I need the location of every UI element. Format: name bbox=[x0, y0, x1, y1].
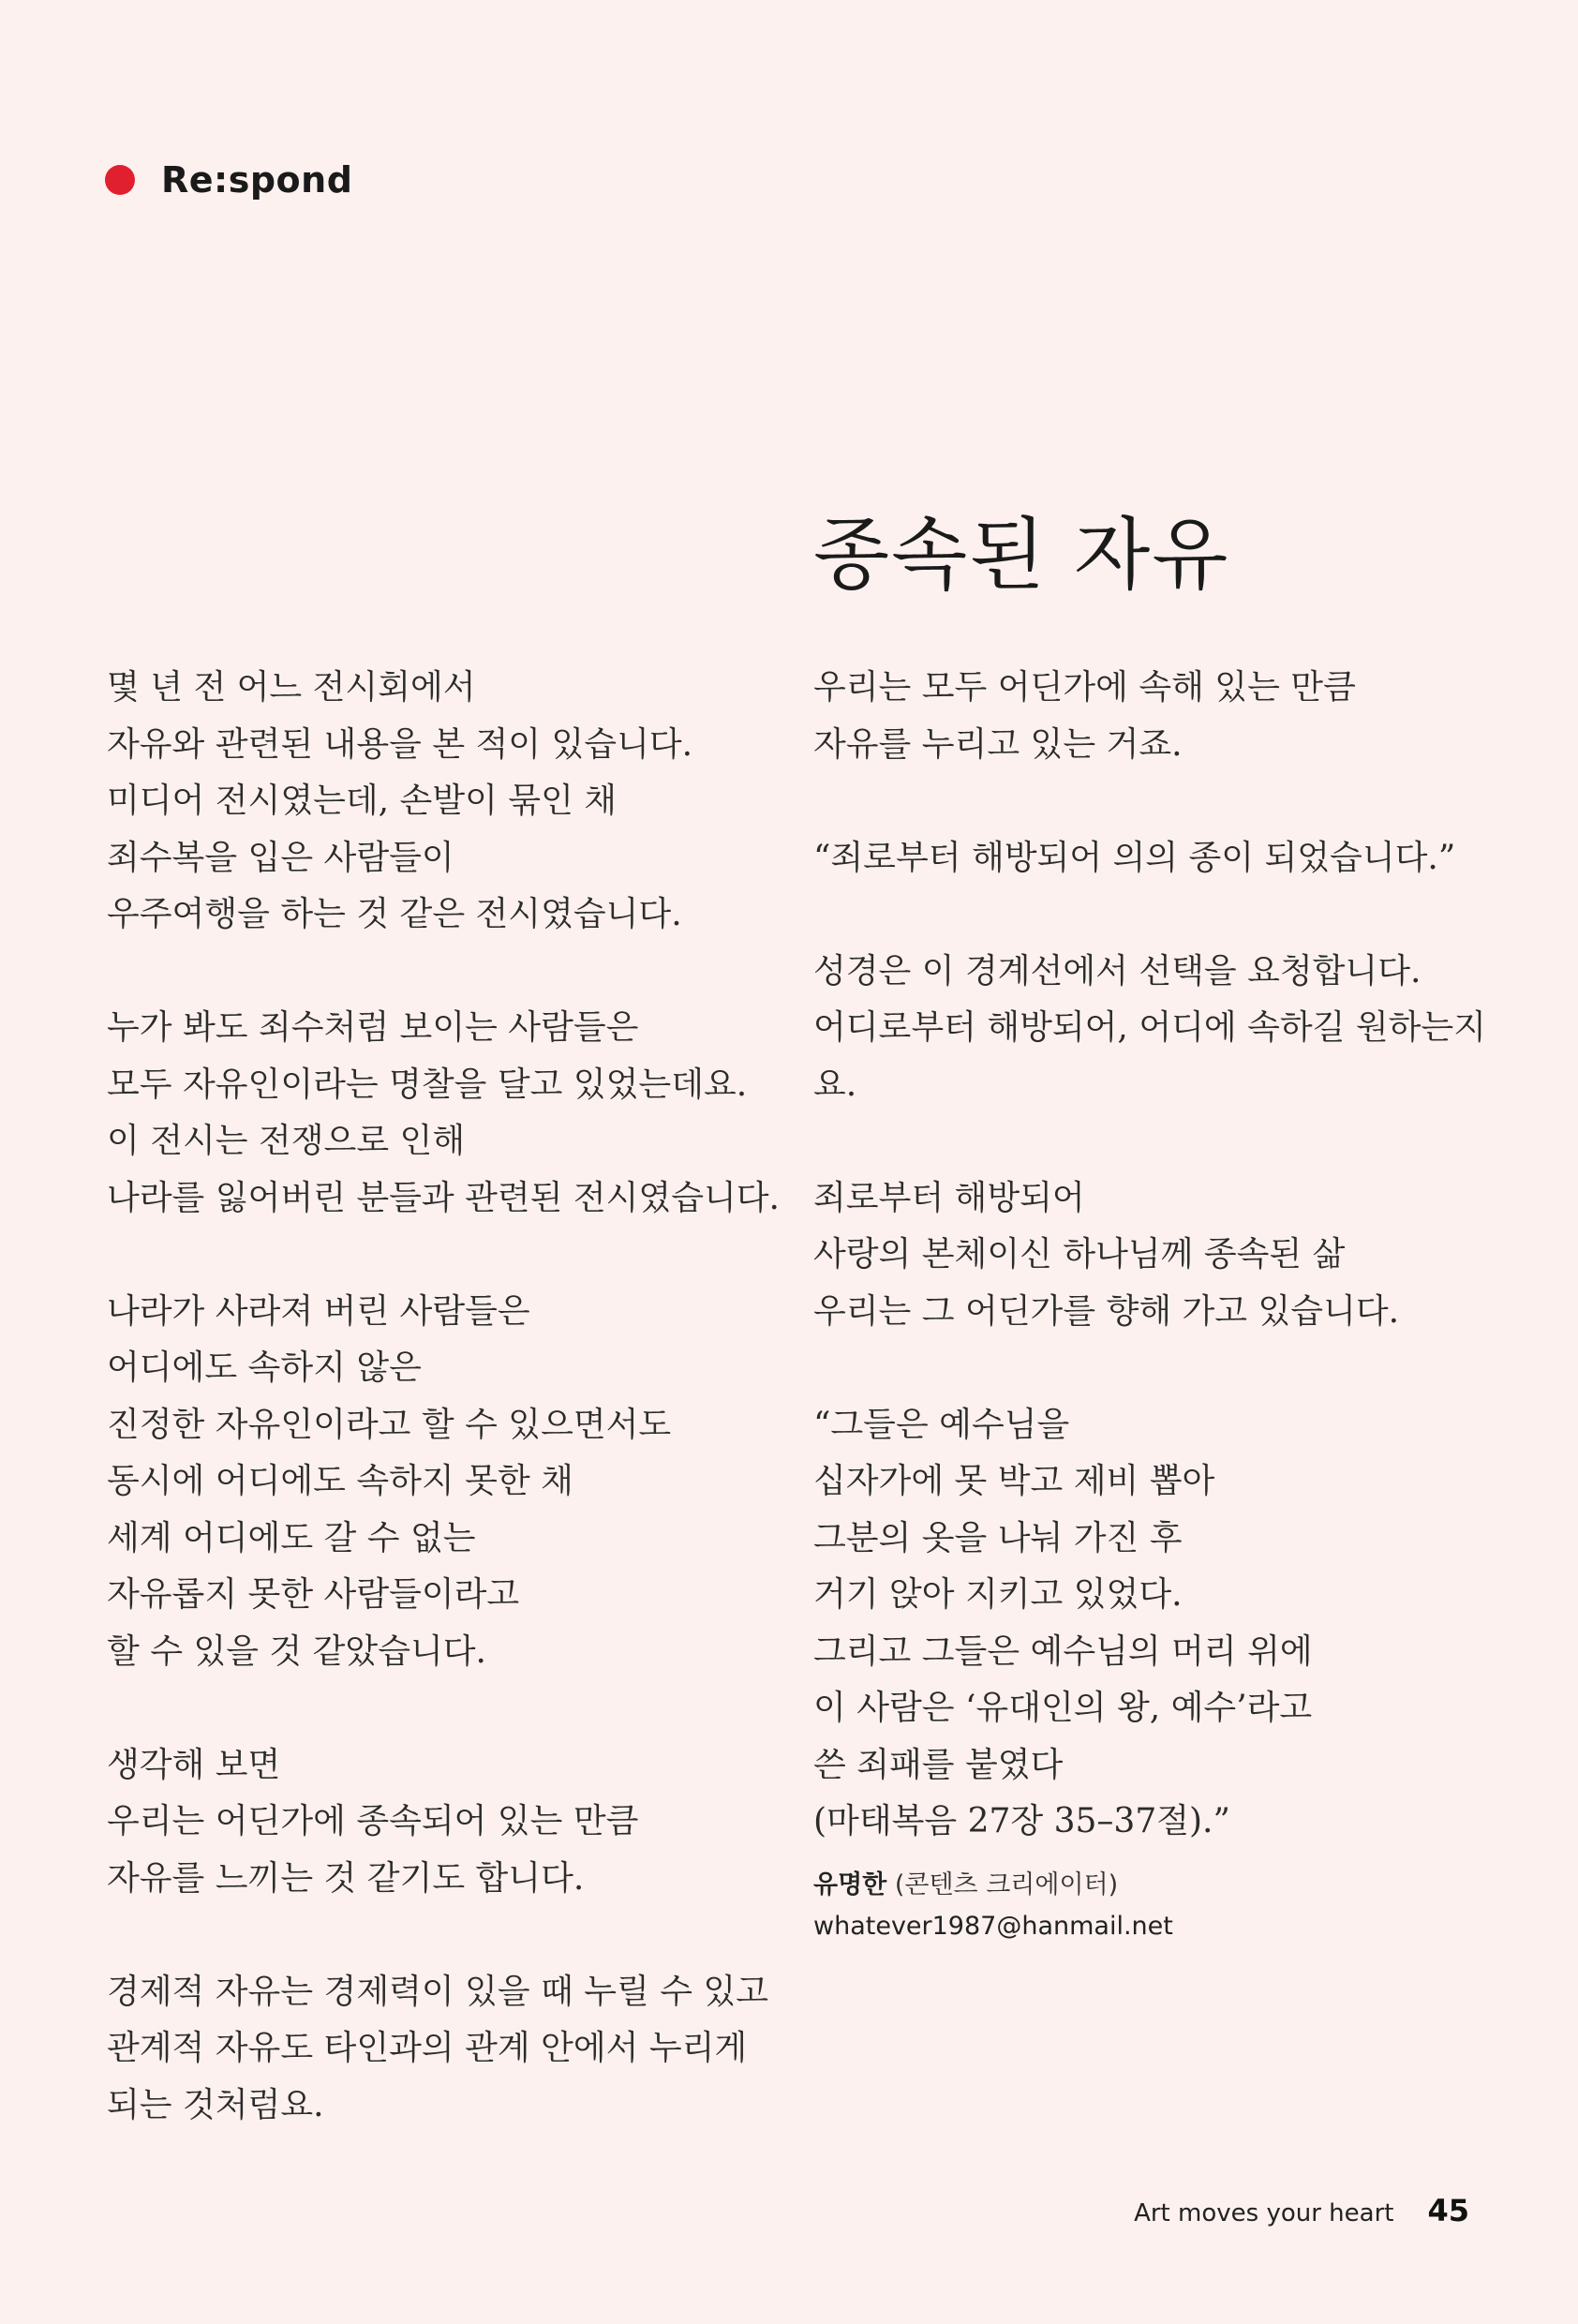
right-column bbox=[813, 660, 1488, 1907]
paragraph: 우리는 모두 어딘가에 속해 있는 만큼 자유를 누리고 있는 거죠. bbox=[813, 668, 1356, 764]
page-number: 45 bbox=[1427, 2193, 1469, 2228]
page-footer bbox=[1134, 2193, 1469, 2228]
paragraph: 생각해 보면 우리는 어딘가에 종속되어 있는 만큼 자유를 느끼는 것 같기도 합니다. bbox=[107, 1745, 639, 1898]
paragraph: 몇 년 전 어느 전시회에서 자유와 관련된 내용을 본 적이 있습니다. 미디어 전시였는데, 손발이 묶인 채 죄수복을 입은 사람들이 우주여행을 하는 것 같은 전시였습니다. bbox=[107, 668, 693, 933]
red-dot-icon bbox=[105, 165, 135, 195]
paragraph: 나라가 사라져 버린 사람들은 어디에도 속하지 않은 진정한 자유인이라고 할 수 있으면서도 동시에 어디에도 속하지 못한 채 세계 어디에도 갈 수 없는 자유롭지 못한 사람들이라고 할 수 있을 것 같았습니다. bbox=[107, 1291, 672, 1671]
paragraph: 누가 봐도 죄수처럼 보이는 사람들은 모두 자유인이라는 명찰을 달고 있었는데요. 이 전시는 전쟁으로 인해 나라를 잃어버린 분들과 관련된 전시였습니다. bbox=[107, 1008, 780, 1217]
author-role: (콘텐츠 크리에이터) bbox=[894, 1870, 1119, 1899]
author-email: whatever1987@hanmail.net bbox=[813, 1912, 1173, 1941]
section-name: Re:spond bbox=[161, 159, 353, 201]
paragraph: 죄로부터 해방되어 사랑의 본체이신 하나님께 종속된 삶 우리는 그 어딘가를 향해 가고 있습니다. bbox=[813, 1178, 1400, 1331]
author-line bbox=[813, 1865, 1173, 1906]
paragraph: “죄로부터 해방되어 의의 종이 되었습니다.” bbox=[813, 838, 1456, 877]
article-title: 종속된 자유 bbox=[813, 509, 1230, 601]
section-label bbox=[105, 159, 352, 201]
author-credit bbox=[813, 1865, 1173, 1947]
paragraph: “그들은 예수님을 십자가에 못 박고 제비 뽑아 그분의 옷을 나눠 가진 후 거기 앉아 지키고 있었다. 그리고 그들은 예수님의 머리 위에 이 사람은 ‘유대인의 왕, 예수’라고 쓴 죄패를 붙였다 (마태복음 27장 35–37절).” bbox=[813, 1405, 1313, 1840]
magazine-tagline: Art moves your heart bbox=[1134, 2199, 1394, 2227]
paragraph: 성경은 이 경계선에서 선택을 요청합니다. 어디로부터 해방되어, 어디에 속하길 원하는지요. bbox=[813, 951, 1486, 1104]
author-name: 유명한 bbox=[813, 1870, 887, 1899]
left-column bbox=[107, 660, 782, 2191]
paragraph: 경제적 자유는 경제력이 있을 때 누릴 수 있고 관계적 자유도 타인과의 관계 안에서 누리게 되는 것처럼요. bbox=[107, 1972, 769, 2124]
